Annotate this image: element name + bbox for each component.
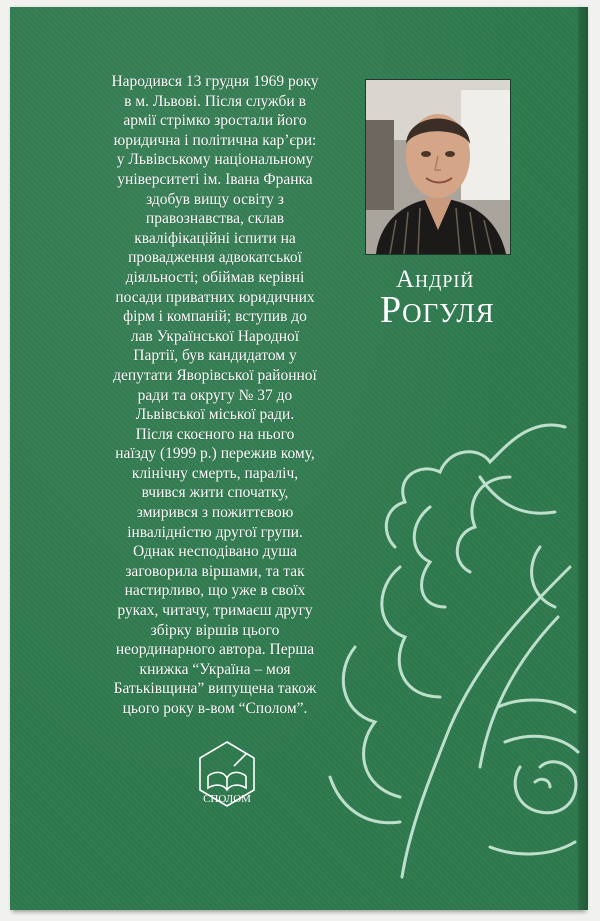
author-name	[380, 266, 540, 332]
book-spine-edge	[578, 7, 588, 910]
publisher-logo-text: СПОЛОМ	[203, 793, 251, 805]
author-biography: Народився 13 грудня 1969 року в м. Львові. Після служби в армії стрімко зростали його юридична і політична кар’єри: у Львівському національному університеті ім. Івана Франка здобув вищу освіту з правознавства, склав кваліфікаційні іспити на провадження адвокатської діяльності; обіймав керівні посади приватних юридичних фірм і компаній; вступив до лав Української Народної Партії, був кандидатом у депутати Яворівської районної ради та округу № 37 до Львівської міської ради. Після скоєного на нього наїзду (1999 р.) пережив кому, клінічну смерть, параліч, вчився жити спочатку, змирився з пожиттєвою інвалідністю другої групи. Однак несподівано душа заговорила віршами, та так настирливо, що уже в своїх руках, читачу, тримаєш другу збірку віршів цього неординарного автора. Перша книжка “Україна – моя Батьківщина” випущена також цього року в-вом “Сполом”.	[111, 73, 319, 717]
author-portrait-image	[366, 80, 510, 254]
author-first-name: Андрій	[396, 266, 475, 293]
author-last-name: Рогуля	[380, 289, 495, 331]
author-photo	[365, 79, 511, 255]
publisher-logo	[194, 738, 260, 812]
